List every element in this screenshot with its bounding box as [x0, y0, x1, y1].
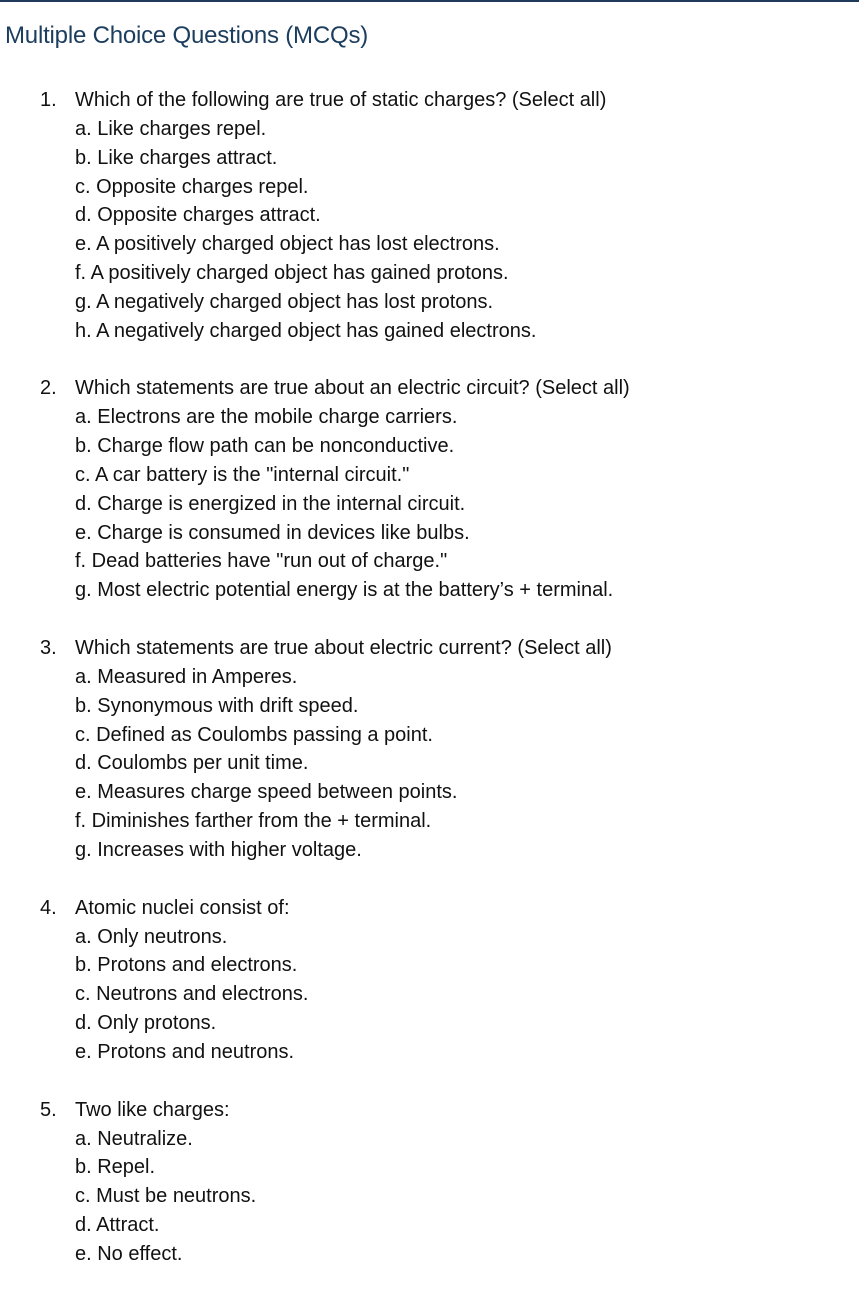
- answer-option: c. Must be neutrons.: [75, 1185, 257, 1208]
- answer-option: e. A positively charged object has lost electrons.: [75, 233, 500, 256]
- answer-option: b. Repel.: [75, 1156, 156, 1179]
- question-4: [0, 894, 859, 1067]
- answer-option: a. Like charges repel.: [75, 118, 267, 140]
- answer-option: d. Charge is energized in the internal circuit.: [75, 492, 466, 515]
- answer-option: a. Neutralize.: [75, 1127, 193, 1150]
- question-stem: [0, 1096, 859, 1125]
- answer-option: c. Defined as Coulombs passing a point.: [75, 723, 433, 746]
- answer-option: c. Opposite charges repel.: [75, 175, 309, 198]
- page-title: Multiple Choice Questions (MCQs): [5, 22, 369, 49]
- answer-option: f. Diminishes farther from the + terminal.: [75, 809, 432, 832]
- question-text: Two like charges:: [75, 1098, 230, 1121]
- question-stem: [0, 634, 859, 663]
- answer-option: b. Like charges attract.: [75, 146, 278, 169]
- answer-option: e. Protons and neutrons.: [75, 1040, 295, 1063]
- question-1: [0, 86, 859, 345]
- question-text: Which statements are true about electric current? (Select all): [75, 636, 612, 659]
- question-text: Which of the following are true of static charges? (Select all): [75, 89, 607, 111]
- question-number: 5.: [40, 1098, 57, 1121]
- answer-option: a. Electrons are the mobile charge carriers.: [75, 406, 458, 429]
- answer-options: [0, 1125, 859, 1269]
- answer-option: c. A car battery is the "internal circuit.": [75, 463, 410, 486]
- question-number: 2.: [40, 377, 57, 400]
- answer-option: a. Measured in Amperes.: [75, 665, 298, 688]
- question-text: Which statements are true about an electric circuit? (Select all): [75, 377, 630, 400]
- answer-option: e. Charge is consumed in devices like bulbs.: [75, 521, 470, 544]
- question-stem: [0, 894, 859, 923]
- answer-option: e. Measures charge speed between points.: [75, 781, 458, 804]
- question-stem: [0, 86, 859, 115]
- answer-option: d. Only protons.: [75, 1011, 217, 1034]
- answer-option: a. Only neutrons.: [75, 925, 228, 948]
- question-number: 4.: [40, 896, 57, 919]
- answer-option: f. Dead batteries have "run out of charge.": [75, 550, 448, 573]
- answer-option: c. Neutrons and electrons.: [75, 983, 309, 1006]
- answer-option: b. Protons and electrons.: [75, 954, 298, 977]
- question-stem: [0, 374, 859, 403]
- question-text: Atomic nuclei consist of:: [75, 896, 290, 919]
- answer-option: g. Most electric potential energy is at the battery’s + terminal.: [75, 579, 614, 602]
- answer-option: e. No effect.: [75, 1242, 183, 1265]
- answer-option: d. Opposite charges attract.: [75, 204, 321, 227]
- answer-option: d. Attract.: [75, 1213, 160, 1236]
- top-border-rule: [0, 0, 859, 2]
- answer-options: [0, 115, 859, 345]
- answer-options: [0, 923, 859, 1067]
- answer-option: f. A positively charged object has gained protons.: [75, 261, 509, 284]
- answer-option: g. A negatively charged object has lost protons.: [75, 290, 494, 313]
- answer-options: [0, 663, 859, 865]
- answer-option: b. Synonymous with drift speed.: [75, 694, 359, 717]
- answer-option: d. Coulombs per unit time.: [75, 752, 309, 775]
- answer-option: g. Increases with higher voltage.: [75, 838, 362, 861]
- answer-option: b. Charge flow path can be nonconductive.: [75, 435, 455, 458]
- answer-option: h. A negatively charged object has gained electrons.: [75, 319, 537, 342]
- question-list: [0, 86, 859, 1298]
- question-number: 1.: [40, 89, 57, 111]
- question-3: [0, 634, 859, 865]
- question-5: [0, 1096, 859, 1269]
- question-number: 3.: [40, 636, 57, 659]
- answer-options: [0, 403, 859, 605]
- question-2: [0, 374, 859, 605]
